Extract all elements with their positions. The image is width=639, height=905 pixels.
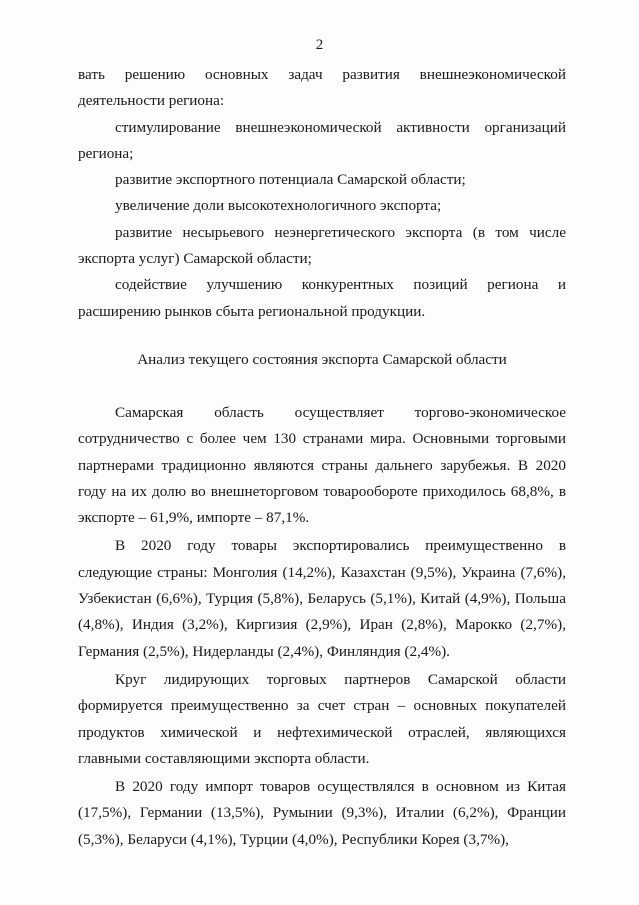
section-heading: Анализ текущего состояния экспорта Самарской области — [137, 351, 507, 368]
analysis-text — [78, 400, 566, 853]
paragraph-leading-partners: Круг лидирующих торговых партнеров Самарской области формируется преимущественно за счет стран – основных покупателей продуктов химической и нефтехимической отраслей, являющихся главными составляющими экспорта области. — [78, 670, 566, 767]
goal-item-3: увеличение доли высокотехнологичного экспорта; — [115, 197, 442, 215]
goal-item-4: развитие несырьевого неэнергетического экспорта (в том числе экспорта услуг) Самарской области; — [78, 223, 566, 268]
goals-list — [78, 62, 566, 325]
goal-item-1: стимулирование внешнеэкономической активности организаций региона; — [78, 118, 566, 162]
goal-item-5: содействие улучшению конкурентных позиций региона и расширению рынков сбыта региональной продукции. — [78, 276, 566, 320]
paragraph-partners: Самарская область осуществляет торгово-экономическое сотрудничество с более чем 130 странами мира. Основными торговыми партнерами традиционно являются страны дальнего зарубежья. В 2020 году на их долю во внешнеторговом товарообороте приходилось 68,8%, в экспорте – 61,9%, импорте – 87,1%. — [78, 404, 566, 527]
page-number: 2 — [315, 37, 324, 53]
goal-item-2: развитие экспортного потенциала Самарской области; — [115, 171, 466, 189]
continuation-text: вать решению основных задач развития внешнеэкономической деятельности региона: — [78, 66, 566, 110]
paragraph-export-countries: В 2020 году товары экспортировались преимущественно в следующие страны: Монголия (14,2%), Казахстан (9,5%), Украина (7,6%), Узбекистан (6,6%), Турция (5,8%), Беларусь (5,1%), Китай (4,9%), Польша (4,8%), Индия (3,2%), Киргизия (2,9%), Иран (2,8%), Марокко (2,7%), Германия (2,5%), Нидерланды (2,4%), Финляндия (2,4%). — [78, 537, 566, 660]
paragraph-import-countries: В 2020 году импорт товаров осуществлялся в основном из Китая (17,5%), Германии (13,5%), Румынии (9,3%), Италии (6,2%), Франции (5,3%), Беларуси (4,1%), Турции (4,0%), Республики Корея (3,7%), — [78, 778, 566, 848]
